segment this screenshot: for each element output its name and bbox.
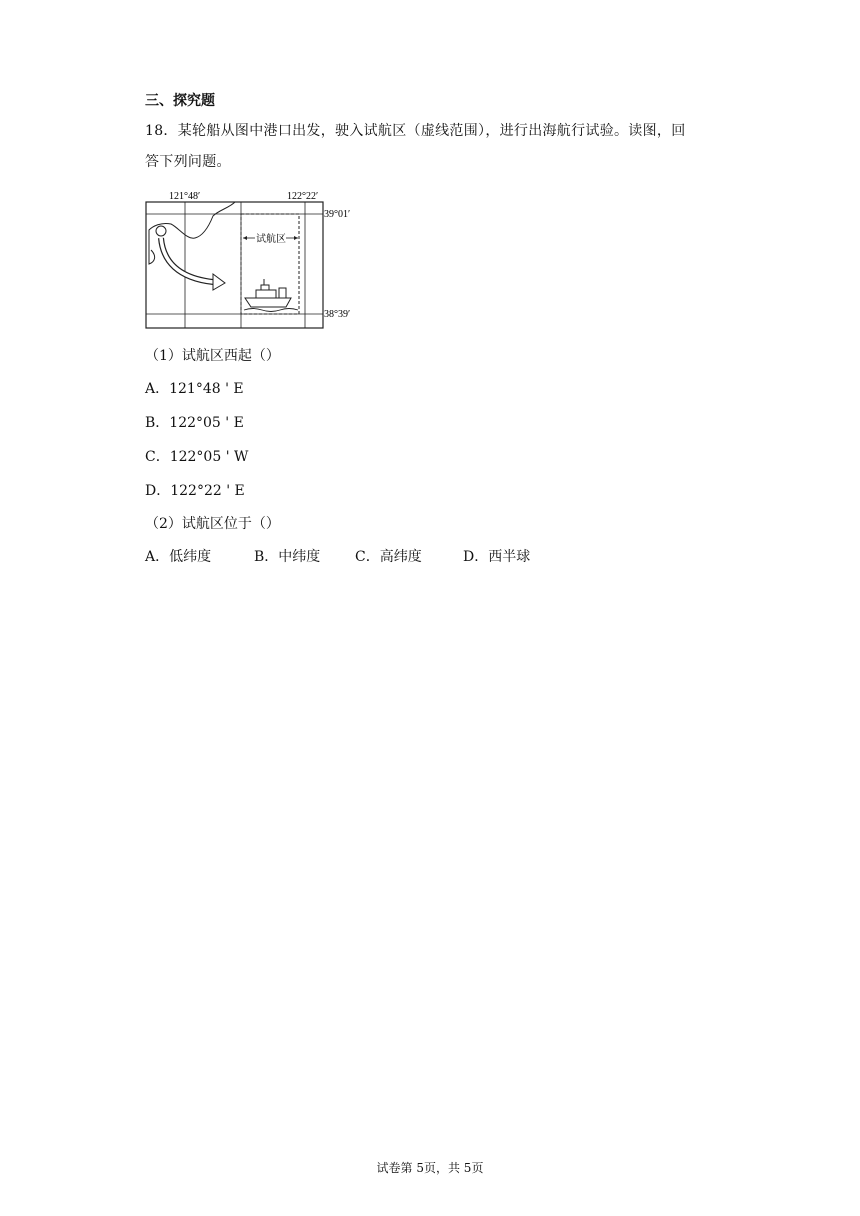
lon-right-label: 122°22′ bbox=[287, 191, 319, 202]
curved-arrow-icon bbox=[161, 238, 225, 290]
sub-question-1: （1）试航区西起（） bbox=[145, 348, 280, 364]
sub2-option-d: D．西半球 bbox=[463, 549, 531, 565]
sub-question-2: （2）试航区位于（） bbox=[145, 516, 280, 532]
question-line-2: 答下列问题。 bbox=[145, 154, 231, 170]
question-line-1: 18．某轮船从图中港口出发，驶入试航区（虚线范围），进行出海航行试验。读图，回 bbox=[145, 123, 686, 139]
page-footer: 试卷第 5页，共 5页 bbox=[376, 1161, 484, 1175]
lon-left-label: 121°48′ bbox=[169, 191, 201, 202]
sub1-option-b: B．122°05 ' E bbox=[145, 415, 244, 431]
port-icon bbox=[156, 226, 166, 236]
sub1-option-d: D．122°22 ' E bbox=[145, 483, 245, 499]
sub2-option-a: A．低纬度 bbox=[145, 549, 212, 565]
zone-label: 试航区 bbox=[256, 234, 286, 245]
sub2-option-c: C．高纬度 bbox=[355, 549, 422, 565]
lat-bottom-label: 38°39′ bbox=[324, 309, 351, 320]
sub1-option-c: C．122°05 ' W bbox=[145, 449, 249, 465]
sub2-option-b: B．中纬度 bbox=[254, 549, 321, 565]
section-title: 三、探究题 bbox=[145, 93, 215, 109]
ship-icon bbox=[244, 279, 298, 312]
test-zone-map bbox=[143, 186, 358, 331]
lat-top-label: 39°01′ bbox=[324, 209, 351, 220]
sub1-option-a: A．121°48 ' E bbox=[145, 381, 244, 397]
